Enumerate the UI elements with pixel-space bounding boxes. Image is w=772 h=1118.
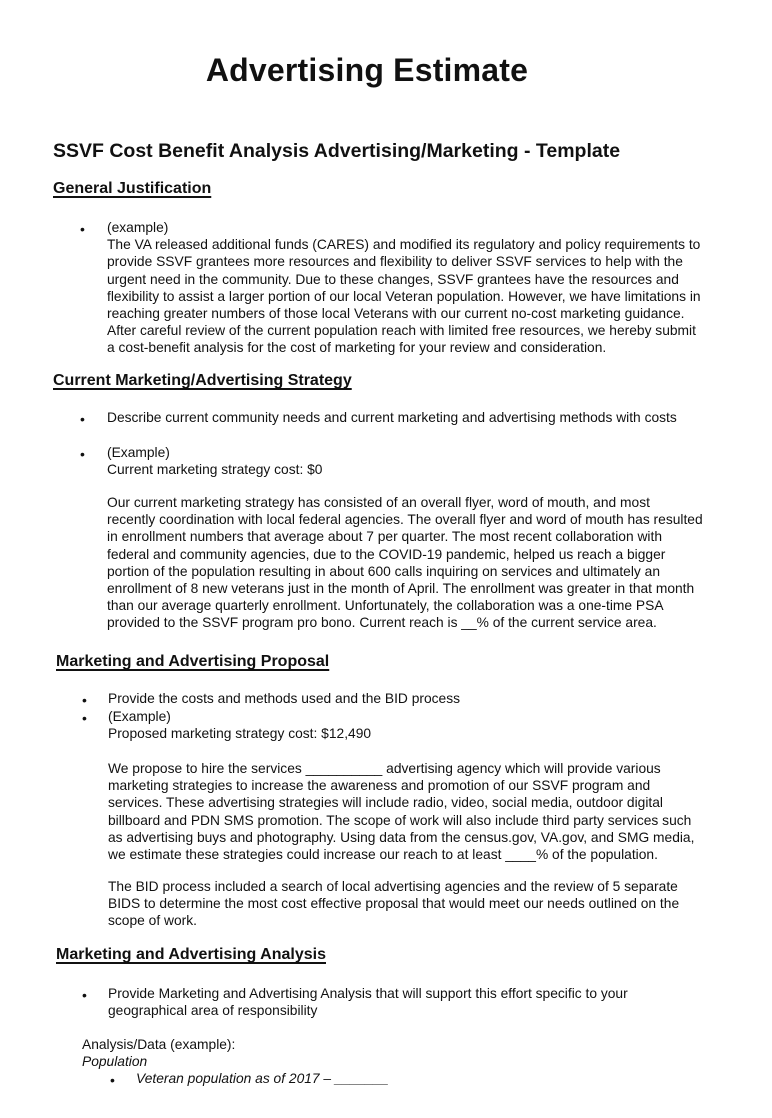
text-line: portion of the population resulting in about 600 calls inquiring on services and ultimately an — [107, 563, 660, 579]
section-heading-general-justification: General Justification — [53, 180, 212, 197]
text-line: Current marketing strategy cost: $0 — [107, 462, 323, 478]
page-title: Advertising Estimate — [205, 52, 529, 88]
text-line: Provide Marketing and Advertising Analysis that will support this effort specific to your — [108, 986, 628, 1001]
text-line: enrollment of 8 new veterans just in the month of April. The enrollment was greater in that month — [107, 581, 695, 597]
text-line: billboard and PDN SMS promotion. The scope of work will also include third party services such — [108, 812, 692, 828]
text-line: provide SSVF grantees more resources and flexibility to deliver SSVF services to help with the — [107, 254, 683, 270]
text-line: Our current marketing strategy has consisted of an overall flyer, word of mouth, and most — [107, 495, 650, 510]
text-line: (example) — [107, 220, 169, 235]
bullet-icon: • — [80, 411, 85, 427]
text-line: in enrollment numbers that average about 7 per quarter. The most recent collaboration with — [107, 529, 663, 545]
text-line: After careful review of the current population reach with limited free resources, we hereby submit — [107, 323, 696, 339]
text-line: federal and community agencies, due to the COVID-19 pandemic, helped us reach a bigger — [107, 546, 666, 562]
bullet-icon: • — [110, 1072, 115, 1088]
text-line: reaching greater numbers of those local Veterans with our current no-cost marketing guidance. — [107, 306, 685, 322]
text-line: Describe current community needs and current marketing and advertising methods with costs — [107, 410, 677, 425]
document-title: SSVF Cost Benefit Analysis Advertising/Marketing - Template — [53, 140, 621, 162]
text-line: The VA released additional funds (CARES) and modified its regulatory and policy requirements to — [107, 237, 701, 253]
text-line: marketing strategies to increase the awareness and promotion of our SSVF program and — [108, 778, 651, 794]
bullet-icon: • — [80, 446, 85, 462]
text-line: The BID process included a search of local advertising agencies and the review of 5 separate — [108, 879, 678, 894]
text-line: scope of work. — [108, 913, 197, 929]
current-strategy-paragraph — [107, 494, 703, 632]
text-line: (Example) — [107, 445, 170, 460]
analysis-data-block — [82, 1036, 235, 1070]
bullet-icon: • — [82, 692, 87, 708]
analysis-data-label: Analysis/Data (example): — [82, 1037, 236, 1052]
text-line: Proposed marketing strategy cost: $12,490 — [108, 726, 372, 742]
text-line: geographical area of responsibility — [108, 1003, 318, 1019]
text-line: recently coordination with local federal agencies. The overall flyer and word of mouth has resulted — [107, 512, 703, 528]
section-heading-proposal: Marketing and Advertising Proposal — [56, 653, 330, 670]
text-line: BIDS to determine the most cost effective proposal that would meet our needs outlined on the — [108, 896, 680, 912]
text-line: We propose to hire the services __________ advertising agency which will provide various — [108, 761, 661, 776]
general-justification-text — [107, 219, 701, 357]
population-label: Population — [82, 1054, 148, 1070]
text-line: as advertising buys and photography. Using data from the census.gov, VA.gov, and SMG media, — [108, 829, 695, 845]
current-strategy-bullet-text — [107, 409, 677, 426]
proposal-bullet-text — [108, 690, 460, 707]
bullet-icon: • — [82, 710, 87, 726]
analysis-bullet-text — [108, 985, 628, 1019]
bullet-icon: • — [82, 987, 87, 1003]
veteran-population-item — [136, 1070, 389, 1087]
section-heading-analysis: Marketing and Advertising Analysis — [56, 946, 326, 963]
text-line: services. These advertising strategies will include radio, video, social media, outdoor digital — [108, 795, 663, 811]
proposal-paragraph-1 — [108, 760, 694, 863]
text-line: Veteran population as of 2017 – _______ — [136, 1071, 389, 1086]
bullet-icon: • — [80, 221, 85, 237]
text-line: we estimate these strategies could increase our reach to at least ____% of the population. — [108, 847, 658, 863]
section-heading-current-strategy: Current Marketing/Advertising Strategy — [53, 372, 352, 389]
proposal-example — [108, 708, 371, 742]
text-line: (Example) — [108, 709, 171, 724]
text-line: provided to the SSVF program pro bono. Current reach is __% of the current service area. — [107, 615, 657, 631]
proposal-paragraph-2 — [108, 878, 679, 930]
text-line: urgent need in the community. Due to these changes, SSVF grantees have the resources and — [107, 271, 679, 287]
text-line: flexibility to assist a larger portion of our local Veteran population. However, we have limitations in — [107, 288, 701, 304]
current-strategy-example — [107, 444, 322, 478]
text-line: Provide the costs and methods used and the BID process — [108, 691, 461, 706]
text-line: than our average quarterly enrollment. Unfortunately, the collaboration was a one-time PSA — [107, 598, 664, 614]
text-line: a cost-benefit analysis for the cost of marketing for your review and consideration. — [107, 340, 607, 356]
